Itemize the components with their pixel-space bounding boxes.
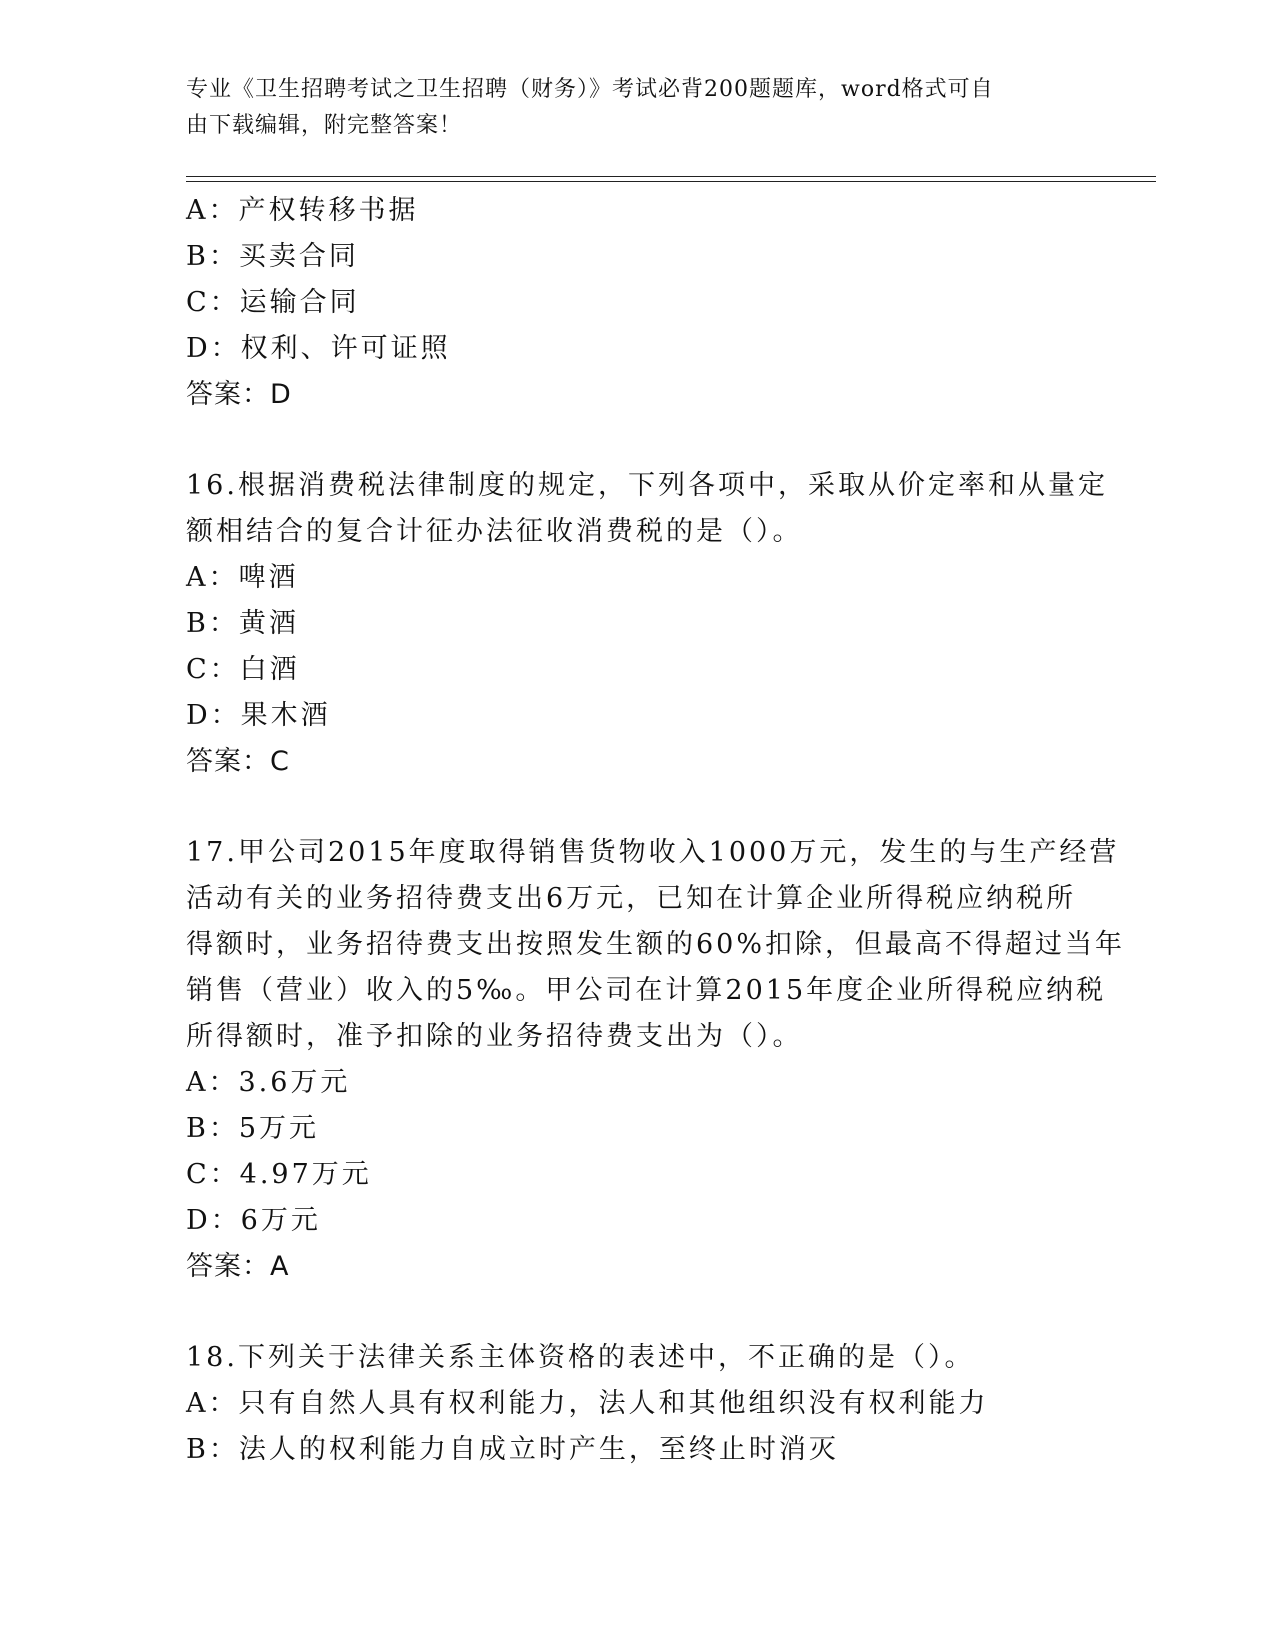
option-a: A：啤酒 — [186, 562, 299, 593]
question-text-line: 额相结合的复合计征办法征收消费税的是（）。 — [186, 516, 803, 547]
question-15-tail — [186, 188, 1086, 418]
option-d: D：果木酒 — [186, 700, 331, 731]
header-line-1: 专业《卫生招聘考试之卫生招聘（财务）》考试必背200题题库，word格式可自 — [186, 77, 994, 102]
question-text-line: 得额时，业务招待费支出按照发生额的60%扣除，但最高不得超过当年 — [186, 929, 1126, 960]
option-b: B：5万元 — [186, 1113, 320, 1144]
option-a: A：3.6万元 — [186, 1067, 351, 1098]
answer-line: 答案：D — [186, 379, 292, 410]
option-d: D：权利、许可证照 — [186, 333, 451, 364]
question-text-line: 活动有关的业务招待费支出6万元，已知在计算企业所得税应纳税所 — [186, 883, 1077, 914]
document-body — [186, 188, 1126, 1473]
question-17 — [186, 830, 1126, 1290]
option-b: B：黄酒 — [186, 608, 299, 639]
header-divider-top — [186, 176, 1156, 177]
question-text-line: 18.下列关于法律关系主体资格的表述中，不正确的是（）。 — [186, 1342, 975, 1373]
option-b: B：买卖合同 — [186, 241, 359, 272]
option-a: A：只有自然人具有权利能力，法人和其他组织没有权利能力 — [186, 1388, 989, 1419]
option-c: C：4.97万元 — [186, 1159, 372, 1190]
option-c: C：白酒 — [186, 654, 300, 685]
header-line-2: 由下载编辑，附完整答案！ — [186, 113, 463, 138]
question-16 — [186, 463, 1108, 785]
option-d: D：6万元 — [186, 1205, 321, 1236]
option-a: A：产权转移书据 — [186, 195, 419, 226]
question-18 — [186, 1335, 1086, 1473]
option-b: B：法人的权利能力自成立时产生，至终止时消灭 — [186, 1434, 839, 1465]
question-text-line: 16.根据消费税法律制度的规定，下列各项中，采取从价定率和从量定 — [186, 470, 1108, 501]
option-c: C：运输合同 — [186, 287, 360, 318]
question-text-line: 17.甲公司2015年度取得销售货物收入1000万元，发生的与生产经营 — [186, 837, 1120, 868]
document-header — [186, 72, 1066, 144]
answer-line: 答案：A — [186, 1251, 290, 1282]
question-text-line: 销售（营业）收入的5‰。甲公司在计算2015年度企业所得税应纳税 — [186, 975, 1107, 1006]
answer-line: 答案：C — [186, 746, 290, 777]
header-divider-bottom — [186, 181, 1156, 182]
question-text-line: 所得额时，准予扣除的业务招待费支出为（）。 — [186, 1021, 803, 1052]
